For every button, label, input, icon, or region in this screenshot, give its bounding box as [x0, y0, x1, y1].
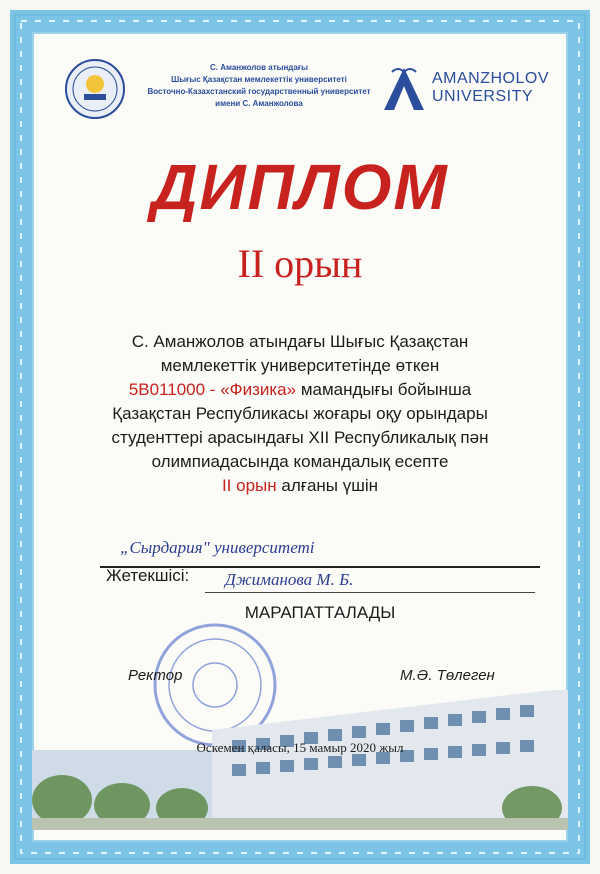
- logo-a-icon: [378, 64, 430, 116]
- university-name: [144, 62, 374, 110]
- place-inline: II орын: [221, 476, 277, 495]
- body-line-3: [70, 378, 530, 402]
- city-date: Өскемен қаласы, 15 мамыр 2020 жыл: [196, 740, 404, 755]
- leader-line: [205, 570, 535, 593]
- rector-label: Ректор: [128, 667, 183, 684]
- university-building-image: [32, 690, 568, 830]
- university-seal-icon: [64, 58, 126, 120]
- body-line-4: Қазақстан Республикасы жоғары оқу орындары: [112, 404, 488, 423]
- diploma-body: [70, 330, 530, 498]
- body-line-6: олимпиадасында командалық есепте: [151, 452, 449, 471]
- rector-name: М.Ә. Төлеген: [400, 667, 495, 684]
- specialty-suffix: мамандығы бойынша: [296, 380, 472, 399]
- body-line-5: студенттері арасындағы XII Республикалық пән: [111, 428, 489, 447]
- leader-label: Жетекшісі:: [106, 566, 190, 585]
- header-line-4: имени С. Аманжолова: [215, 99, 303, 108]
- place-suffix: алғаны үшін: [276, 476, 379, 495]
- header-line-2: Шығыс Қазақстан мемлекеттік университеті: [171, 75, 347, 84]
- team-name-line: [100, 538, 540, 568]
- header-line-3: Восточно-Казахстанский государственный университет: [147, 87, 371, 96]
- header: [48, 52, 552, 132]
- brand-top: AMANZHOLOV: [432, 70, 550, 87]
- leader-name: Джиманова М. Б.: [225, 570, 354, 589]
- brand-bottom: UNIVERSITY: [432, 88, 534, 105]
- diploma-title: ДИПЛОМ: [151, 151, 449, 223]
- amanzholov-logo: [378, 62, 553, 122]
- header-line-1: С. Аманжолов атындағы: [210, 63, 308, 72]
- brand-text: [432, 70, 549, 106]
- team-name: „Сырдария" университеті: [120, 538, 315, 557]
- place-heading: II орын: [237, 241, 363, 286]
- body-line-7: [70, 474, 530, 498]
- specialty-code: 5В011000 - «Физика»: [128, 380, 297, 399]
- award-text: МАРАПАТТАЛАДЫ: [244, 603, 396, 622]
- body-line-1: С. Аманжолов атындағы Шығыс Қазақстан: [131, 332, 469, 351]
- body-line-2: мемлекеттік университетінде өткен: [160, 356, 440, 375]
